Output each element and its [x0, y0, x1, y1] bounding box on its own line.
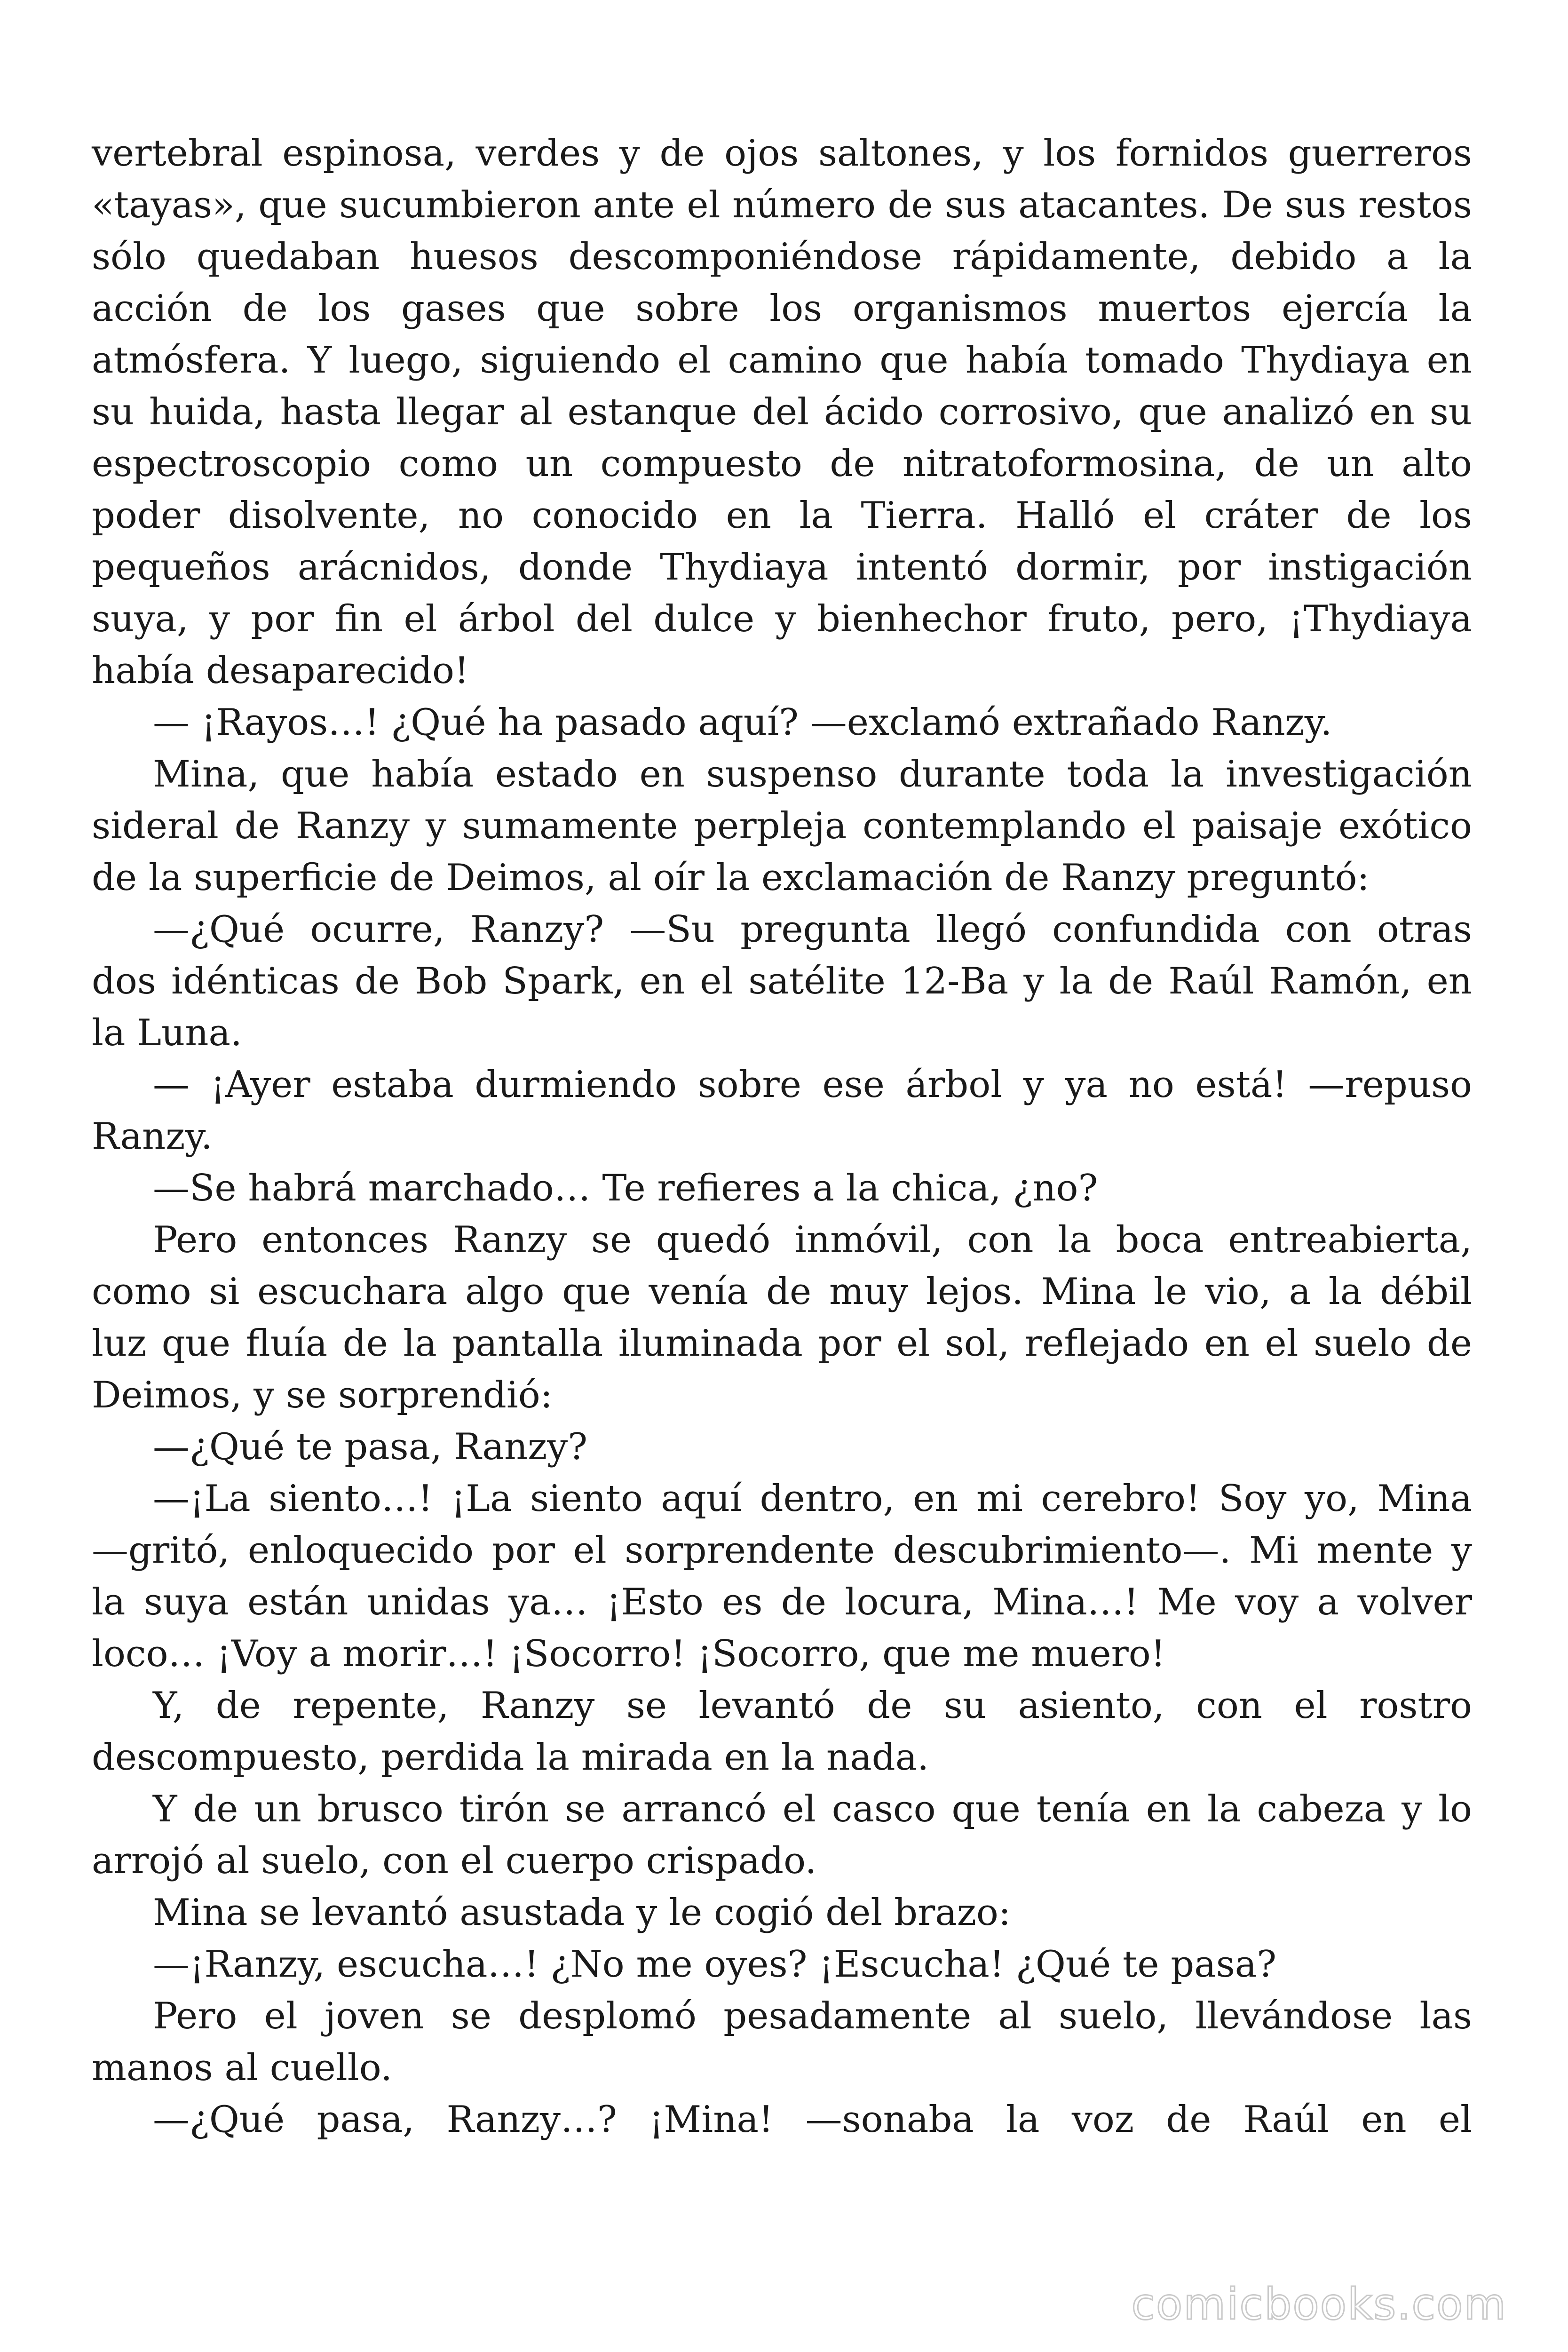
text-line: Ranzy.: [92, 1115, 213, 1158]
text-line: sideral de Ranzy y sumamente perpleja contemplando el paisaje exótico: [92, 805, 1472, 847]
text-line: loco… ¡Voy a morir…! ¡Socorro! ¡Socorro, que me muero!: [92, 1633, 1166, 1675]
text-line: arrojó al suelo, con el cuerpo crispado.: [92, 1840, 817, 1882]
text-line: — ¡Rayos…! ¿Qué ha pasado aquí? —exclamó extrañado Ranzy.: [153, 701, 1332, 744]
watermark: comicbooks.com: [1131, 2279, 1507, 2329]
text-line: —Se habrá marchado… Te refieres a la chica, ¿no?: [153, 1167, 1098, 1209]
text-line: —¡Ranzy, escucha…! ¿No me oyes? ¡Escucha! ¿Qué te pasa?: [153, 1943, 1277, 1986]
text-line: Mina se levantó asustada y le cogió del brazo:: [153, 1891, 1011, 1934]
text-line: su huida, hasta llegar al estanque del ácido corrosivo, que analizó en su: [92, 391, 1472, 433]
text-line: la Luna.: [92, 1012, 242, 1054]
text-line: —¿Qué pasa, Ranzy…? ¡Mina! —sonaba la voz de Raúl en el: [153, 2098, 1472, 2141]
text-line: la suya están unidas ya… ¡Esto es de locura, Mina…! Me voy a volver: [92, 1581, 1472, 1623]
text-line: dos idénticas de Bob Spark, en el satélite 12-Ba y la de Raúl Ramón, en: [92, 960, 1472, 1002]
text-line: —¿Qué te pasa, Ranzy?: [153, 1426, 588, 1468]
text-line: luz que fluía de la pantalla iluminada por el sol, reflejado en el suelo de: [92, 1322, 1472, 1365]
text-line: manos al cuello.: [92, 2047, 393, 2089]
text-line: espectroscopio como un compuesto de nitratoformosina, de un alto: [92, 443, 1472, 485]
text-line: Y, de repente, Ranzy se levantó de su asiento, con el rostro: [153, 1685, 1472, 1727]
text-line: Pero entonces Ranzy se quedó inmóvil, con la boca entreabierta,: [153, 1219, 1472, 1261]
text-line: — ¡Ayer estaba durmiendo sobre ese árbol y ya no está! —repuso: [153, 1064, 1472, 1106]
text-line: como si escuchara algo que venía de muy lejos. Mina le vio, a la débil: [92, 1271, 1472, 1313]
text-line: Mina, que había estado en suspenso durante toda la investigación: [153, 753, 1472, 795]
text-line: Pero el joven se desplomó pesadamente al suelo, llevándose las: [153, 1995, 1472, 2037]
text-line: —¡La siento…! ¡La siento aquí dentro, en mi cerebro! Soy yo, Mina: [153, 1478, 1472, 1520]
text-line: sólo quedaban huesos descomponiéndose rápidamente, debido a la: [92, 236, 1472, 278]
text-line: —¿Qué ocurre, Ranzy? —Su pregunta llegó confundida con otras: [153, 908, 1472, 951]
text-line: acción de los gases que sobre los organismos muertos ejercía la: [92, 287, 1472, 330]
text-line: había desaparecido!: [92, 650, 469, 692]
text-line: —gritó, enloquecido por el sorprendente descubrimiento—. Mi mente y: [92, 1529, 1472, 1572]
text-line: descompuesto, perdida la mirada en la nada.: [92, 1736, 929, 1779]
text-line: vertebral espinosa, verdes y de ojos saltones, y los fornidos guerreros: [92, 132, 1472, 175]
text-line: poder disolvente, no conocido en la Tierra. Halló el cráter de los: [92, 494, 1472, 537]
text-line: atmósfera. Y luego, siguiendo el camino que había tomado Thydiaya en: [92, 339, 1472, 381]
text-line: Deimos, y se sorprendió:: [92, 1374, 553, 1416]
text-line: Y de un brusco tirón se arrancó el casco que tenía en la cabeza y lo: [153, 1788, 1472, 1830]
text-line: «tayas», que sucumbieron ante el número de sus atacantes. De sus restos: [92, 184, 1472, 226]
text-line: suya, y por fin el árbol del dulce y bienhechor fruto, pero, ¡Thydiaya: [92, 598, 1472, 640]
text-line: de la superficie de Deimos, al oír la exclamación de Ranzy preguntó:: [92, 857, 1370, 899]
text-line: pequeños arácnidos, donde Thydiaya intentó dormir, por instigación: [92, 546, 1472, 588]
